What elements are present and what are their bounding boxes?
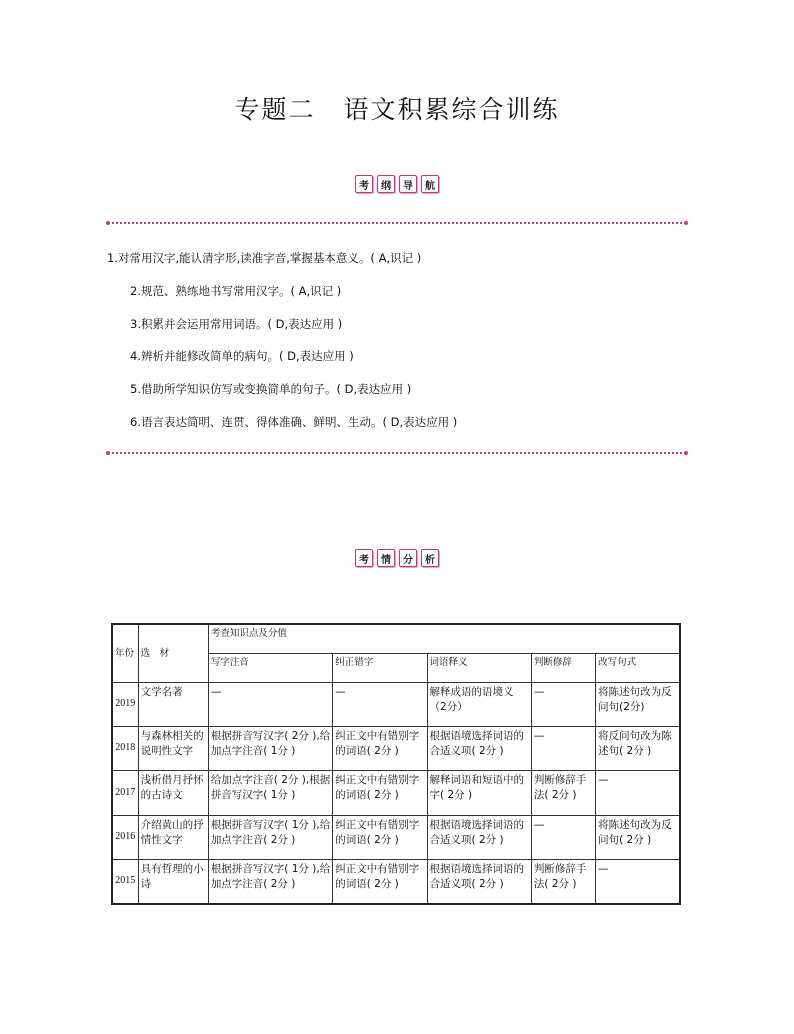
header-col: 纠正错字 (333, 653, 427, 682)
table-row (112, 859, 680, 904)
row-cell: — (333, 683, 427, 726)
row-cell: 根据语境选择词语的合适义项( 2分 ) (427, 859, 531, 904)
row-cell: — (531, 815, 595, 859)
badge-char: 析 (421, 549, 439, 567)
row-cell: 将陈述句改为反问句( 2分 ) (596, 815, 680, 859)
requirement-4: 4.辨析并能修改简单的病句。( D,表达应用 ) (130, 349, 354, 363)
requirement-6: 6.语言表达简明、连贯、得体准确、鲜明、生动。( D,表达应用 ) (130, 415, 458, 429)
row-cell: 将陈述句改为反问句(2分) (596, 683, 680, 726)
header-col: 词语释义 (427, 653, 531, 682)
header-col: 判断修辞 (531, 653, 595, 682)
row-cell: 纠正文中有错别字的词语( 2分 ) (333, 815, 427, 859)
row-cell: 根据语境选择词语的合适义项( 2分 ) (427, 726, 531, 770)
table-row (112, 726, 680, 770)
requirement-2: 2.规范、熟练地书写常用汉字。( A,识记 ) (130, 284, 342, 298)
section-badge-analysis (0, 549, 794, 567)
exam-analysis-table (111, 623, 681, 905)
header-year: 年份 (112, 624, 138, 683)
header-col: 写字注音 (208, 653, 332, 682)
divider-top (108, 222, 686, 224)
header-knowledge: 考查知识点及分值 (208, 624, 680, 653)
row-cell: 根据拼音写汉字( 1分 ),给加点字注音( 2分 ) (208, 815, 332, 859)
requirement-5: 5.借助所学知识仿写或变换简单的句子。( D,表达应用 ) (130, 382, 412, 396)
row-cell: 将反问句改为陈述句( 2分 ) (596, 726, 680, 770)
row-cell: — (531, 726, 595, 770)
title-part1: 专题二 (234, 95, 316, 124)
badge-char: 考 (355, 175, 373, 193)
badge-char: 分 (399, 549, 417, 567)
badge-char: 航 (421, 175, 439, 193)
header-material: 选 材 (138, 624, 208, 683)
badge-char: 情 (377, 549, 395, 567)
row-cell: 根据拼音写汉字( 2分 ),给加点字注音( 1分 ) (208, 726, 332, 770)
section-badge-outline (0, 175, 794, 193)
row-material: 具有哲理的小诗 (138, 859, 208, 904)
page-title (0, 90, 794, 126)
row-material: 文学名著 (138, 683, 208, 726)
row-year: 2016 (112, 815, 138, 859)
row-cell: 判断修辞手法( 2分 ) (531, 771, 595, 815)
row-year: 2019 (112, 683, 138, 726)
badge-char: 考 (355, 549, 373, 567)
row-year: 2018 (112, 726, 138, 770)
divider-bottom (108, 452, 686, 454)
row-cell: 纠正文中有错别字的词语( 2分 ) (333, 771, 427, 815)
row-cell: — (208, 683, 332, 726)
row-cell: 纠正文中有错别字的词语( 2分 ) (333, 726, 427, 770)
row-cell: 纠正文中有错别字的词语( 2分 ) (333, 859, 427, 904)
title-part2: 语文积累综合训练 (343, 95, 560, 124)
table-row (112, 815, 680, 859)
table-row (112, 683, 680, 726)
requirement-1: 1.对常用汉字,能认清字形,读准字音,掌握基本意义。( A,识记 ) (107, 251, 422, 265)
row-cell: 根据拼音写汉字( 1分 ),给加点字注音( 2分 ) (208, 859, 332, 904)
row-cell: — (596, 859, 680, 904)
row-year: 2017 (112, 771, 138, 815)
row-cell: 解释成语的语境义（2分） (427, 683, 531, 726)
row-cell: 判断修辞手法( 2分 ) (531, 859, 595, 904)
table-row (112, 771, 680, 815)
row-cell: 解释词语和短语中的字( 2分 ) (427, 771, 531, 815)
row-year: 2015 (112, 859, 138, 904)
row-cell: 给加点字注音( 2分 ),根据拼音写汉字( 1分 ) (208, 771, 332, 815)
badge-char: 纲 (377, 175, 395, 193)
row-material: 浅析借月抒怀的古诗文 (138, 771, 208, 815)
requirement-3: 3.积累并会运用常用词语。( D,表达应用 ) (130, 317, 343, 331)
badge-char: 导 (399, 175, 417, 193)
row-material: 介绍黄山的抒情性文字 (138, 815, 208, 859)
row-cell: — (596, 771, 680, 815)
row-material: 与森林相关的说明性文字 (138, 726, 208, 770)
row-cell: — (531, 683, 595, 726)
row-cell: 根据语境选择词语的合适义项( 2分 ) (427, 815, 531, 859)
header-col: 改写句式 (596, 653, 680, 682)
